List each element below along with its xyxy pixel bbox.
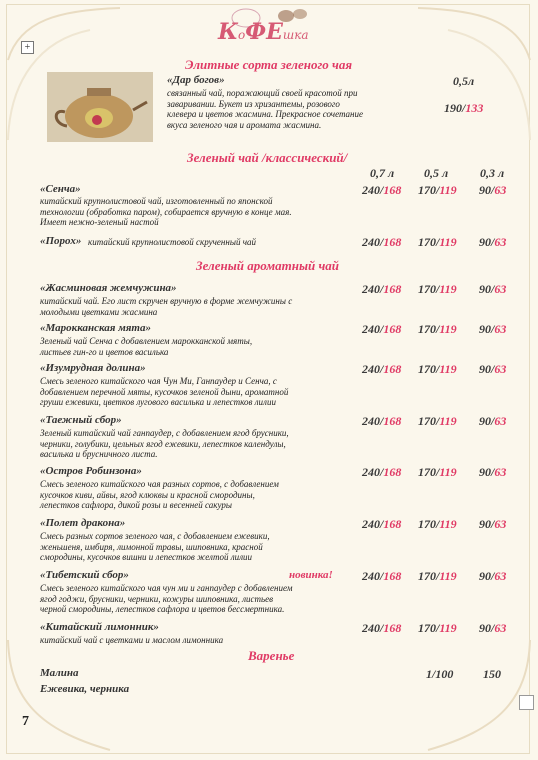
price-03: 90/63 <box>479 322 507 336</box>
price-05: 170/119 <box>418 465 457 479</box>
item-name-emerald-valley: «Изумрудная долина» <box>40 362 146 374</box>
item-desc-jasmine-pearl: китайский чай. Его лист скручен вручную в форме жемчужины с молодыми цветками жасмина <box>40 296 293 317</box>
item-name-poroh: «Порох» <box>40 235 82 247</box>
elite-item-price: 190/133 <box>444 101 484 115</box>
ornament-bottom-right <box>408 620 538 760</box>
item-desc-robinson-island: Смесь зеленого китайского чая разных сортов, с добавлением кусочков киви, айвы, ягод клюквы и красной смородины, лепестков сафлора, дикой розы и весенней сакуры <box>40 479 279 510</box>
logo-text: КоФЕшка <box>218 19 309 45</box>
price-03: 90/63 <box>479 362 507 376</box>
item-name-sencha: «Сенча» <box>40 183 81 195</box>
new-badge: новинка! <box>289 569 333 581</box>
item-desc-lemongrass: китайский чай с цветками и маслом лимонника <box>40 635 224 645</box>
price-07: 240/168 <box>362 235 402 249</box>
price-03: 90/63 <box>479 414 507 428</box>
item-name-moroccan-mint: «Марокканская мята» <box>40 322 151 334</box>
item-desc-sencha: китайский крупнолистовой чай, изготовленный по японской технологии (обработка паром), собирается вручную в конце мая. Имеет нежно-зеленый настой <box>40 196 292 227</box>
page-number: 7 <box>22 714 29 729</box>
price-03: 90/63 <box>479 517 507 531</box>
price-05: 170/119 <box>418 282 457 296</box>
item-name-lemongrass: «Китайский лимонник» <box>40 621 159 633</box>
item-desc-taiga: Зеленый китайский чай ганпаудер, с добавлением ягод брусники, черники, голубики, цельных ягод ежевики, лепестков календулы, василька и брусничного листа. <box>40 428 289 459</box>
price-07: 240/168 <box>362 465 402 479</box>
table-resize-handle[interactable] <box>519 695 534 710</box>
item-desc-dragon-flight: Смесь разных сортов зеленого чая, с добавлением ежевики, женьшеня, имбиря, лимонной травы, шиповника, красной смородины, кусочков вишни и лепестков желтой лилии <box>40 531 270 562</box>
jam-row2-name: Ежевика, черника <box>40 683 130 695</box>
price-05: 170/119 <box>418 414 457 428</box>
section-title-classic: Зеленый чай /классический/ <box>187 150 348 165</box>
elite-item-volume: 0,5л <box>453 74 475 88</box>
price-03: 90/63 <box>479 235 507 249</box>
price-05: 170/119 <box>418 621 457 635</box>
item-name-robinson-island: «Остров Робинзона» <box>40 465 142 477</box>
jam-row1-name: Малина <box>40 667 79 679</box>
price-05: 170/119 <box>418 362 457 376</box>
price-07: 240/168 <box>362 517 402 531</box>
teapot-image-icon <box>47 72 153 142</box>
price-03: 90/63 <box>479 183 507 197</box>
price-05: 170/119 <box>418 322 457 336</box>
item-name-tibetan: «Тибетский сбор» <box>40 569 129 581</box>
section-title-aroma: Зеленый ароматный чай <box>196 258 340 273</box>
price-05: 170/119 <box>418 569 457 583</box>
section-title-elite: Элитные сорта зеленого чая <box>185 57 353 72</box>
price-07: 240/168 <box>362 282 402 296</box>
item-name-taiga: «Таежный сбор» <box>40 414 122 426</box>
price-07: 240/168 <box>362 322 402 336</box>
price-07: 240/168 <box>362 362 402 376</box>
item-name-dragon-flight: «Полет дракона» <box>40 517 126 529</box>
jam-row1-price: 150 <box>483 667 501 681</box>
jam-row1-portion: 1/100 <box>426 667 454 681</box>
price-07: 240/168 <box>362 414 402 428</box>
column-header-05: 0,5 л <box>424 166 449 180</box>
column-header-03: 0,3 л <box>480 166 505 180</box>
item-desc-moroccan-mint: Зеленый чай Сенча с добавлением марокканской мяты, листьев гин-го и цветов василька <box>40 336 253 357</box>
column-header-07: 0,7 л <box>370 166 395 180</box>
price-05: 170/119 <box>418 517 457 531</box>
price-07: 240/168 <box>362 569 402 583</box>
item-desc-emerald-valley: Смесь зеленого китайского чая Чун Ми, Ганпаудер и Сенча, с добавлением перечной мяты, кусочков зеленой дыни, ароматной груши ежевики, цветков лугового василька и лепестков лилии <box>40 376 289 407</box>
price-03: 90/63 <box>479 465 507 479</box>
price-07: 240/168 <box>362 621 402 635</box>
elite-item-desc: связанный чай, поражающий своей красотой при заваривании. Букет из хризантемы, розового клевера и цветов жасмина. Прекрасное сочетание вкуса зеленого чая и аромата жасмина. <box>167 88 364 130</box>
elite-item-name: «Дар богов» <box>167 74 225 86</box>
price-03: 90/63 <box>479 621 507 635</box>
price-05: 170/119 <box>418 235 457 249</box>
item-desc-poroh: китайский крупнолистовой скрученный чай <box>88 237 256 247</box>
price-03: 90/63 <box>479 282 507 296</box>
section-title-jam: Варенье <box>248 648 295 663</box>
item-desc-tibetan: Смесь зеленого китайского чая чун ми и ганпаудер с добавлением ягод годжи, брусники, черники, кожуры шиповника, листьев черной смородины, лепестков сафлора и цветов бессмертника. <box>40 583 293 614</box>
price-07: 240/168 <box>362 183 402 197</box>
price-03: 90/63 <box>479 569 507 583</box>
price-05: 170/119 <box>418 183 457 197</box>
table-move-handle-icon[interactable]: + <box>21 41 34 54</box>
item-name-jasmine-pearl: «Жасминовая жемчужина» <box>40 282 177 294</box>
